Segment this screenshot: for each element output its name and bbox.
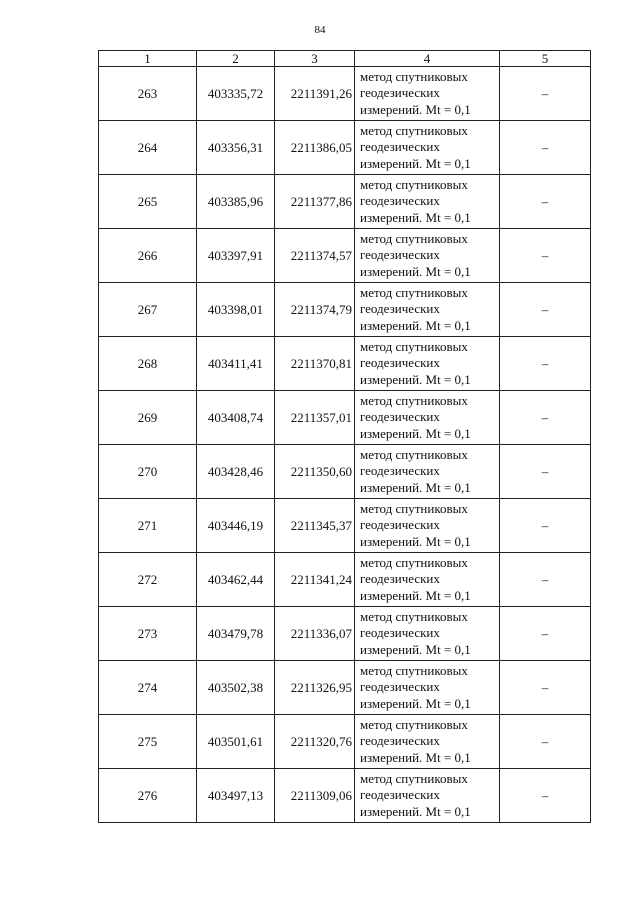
method-cell bbox=[355, 445, 500, 499]
method-line: метод спутниковых bbox=[360, 338, 468, 354]
table-row bbox=[99, 499, 591, 553]
coordinate-x-cell: 403385,96 bbox=[197, 175, 275, 229]
coordinate-x-cell: 403397,91 bbox=[197, 229, 275, 283]
method-line: метод спутниковых bbox=[360, 68, 468, 84]
table-row bbox=[99, 607, 591, 661]
method-line: геодезических bbox=[360, 193, 440, 209]
note-cell: – bbox=[500, 337, 591, 391]
column-header-5: 5 bbox=[500, 51, 591, 67]
coordinates-table bbox=[98, 50, 591, 823]
method-line: метод спутниковых bbox=[360, 554, 468, 570]
coordinate-x-cell: 403446,19 bbox=[197, 499, 275, 553]
method-line: метод спутниковых bbox=[360, 176, 468, 192]
table-row bbox=[99, 445, 591, 499]
method-cell bbox=[355, 67, 500, 121]
table-row bbox=[99, 715, 591, 769]
point-number-cell: 275 bbox=[99, 715, 197, 769]
method-line: метод спутниковых bbox=[360, 716, 468, 732]
coordinate-y-cell: 2211341,24 bbox=[275, 553, 355, 607]
column-header-3: 3 bbox=[275, 51, 355, 67]
method-line: метод спутниковых bbox=[360, 230, 468, 246]
table-row bbox=[99, 553, 591, 607]
method-line: геодезических bbox=[360, 463, 440, 479]
method-cell bbox=[355, 661, 500, 715]
coordinate-x-cell: 403502,38 bbox=[197, 661, 275, 715]
method-line: измерений. Mt = 0,1 bbox=[360, 695, 471, 711]
page-number: 84 bbox=[314, 24, 326, 36]
method-cell bbox=[355, 121, 500, 175]
table-row bbox=[99, 67, 591, 121]
table-row bbox=[99, 391, 591, 445]
method-line: измерений. Mt = 0,1 bbox=[360, 263, 471, 279]
table-row bbox=[99, 175, 591, 229]
coordinate-x-cell: 403411,41 bbox=[197, 337, 275, 391]
method-line: метод спутниковых bbox=[360, 122, 468, 138]
note-cell: – bbox=[500, 661, 591, 715]
method-cell bbox=[355, 499, 500, 553]
method-line: измерений. Mt = 0,1 bbox=[360, 587, 471, 603]
method-line: метод спутниковых bbox=[360, 770, 468, 786]
point-number-cell: 272 bbox=[99, 553, 197, 607]
note-cell: – bbox=[500, 445, 591, 499]
method-line: метод спутниковых bbox=[360, 608, 468, 624]
note-cell: – bbox=[500, 283, 591, 337]
method-line: геодезических bbox=[360, 301, 440, 317]
coordinate-x-cell: 403462,44 bbox=[197, 553, 275, 607]
method-line: измерений. Mt = 0,1 bbox=[360, 641, 471, 657]
method-line: измерений. Mt = 0,1 bbox=[360, 533, 471, 549]
method-line: геодезических bbox=[360, 85, 440, 101]
coordinate-y-cell: 2211377,86 bbox=[275, 175, 355, 229]
method-cell bbox=[355, 175, 500, 229]
column-header-2: 2 bbox=[197, 51, 275, 67]
point-number-cell: 263 bbox=[99, 67, 197, 121]
method-line: геодезических bbox=[360, 625, 440, 641]
coordinate-y-cell: 2211386,05 bbox=[275, 121, 355, 175]
point-number-cell: 276 bbox=[99, 769, 197, 823]
coordinate-y-cell: 2211336,07 bbox=[275, 607, 355, 661]
point-number-cell: 273 bbox=[99, 607, 197, 661]
point-number-cell: 274 bbox=[99, 661, 197, 715]
table-row bbox=[99, 661, 591, 715]
point-number-cell: 270 bbox=[99, 445, 197, 499]
coordinate-x-cell: 403408,74 bbox=[197, 391, 275, 445]
point-number-cell: 266 bbox=[99, 229, 197, 283]
method-cell bbox=[355, 391, 500, 445]
coordinate-x-cell: 403497,13 bbox=[197, 769, 275, 823]
coordinate-y-cell: 2211370,81 bbox=[275, 337, 355, 391]
coordinate-y-cell: 2211357,01 bbox=[275, 391, 355, 445]
method-line: геодезических bbox=[360, 139, 440, 155]
method-line: геодезических bbox=[360, 571, 440, 587]
column-header-1: 1 bbox=[99, 51, 197, 67]
coordinate-y-cell: 2211320,76 bbox=[275, 715, 355, 769]
method-cell bbox=[355, 283, 500, 337]
coordinate-x-cell: 403398,01 bbox=[197, 283, 275, 337]
method-cell bbox=[355, 607, 500, 661]
method-line: геодезических bbox=[360, 733, 440, 749]
method-line: измерений. Mt = 0,1 bbox=[360, 155, 471, 171]
method-cell bbox=[355, 553, 500, 607]
method-line: геодезических bbox=[360, 679, 440, 695]
method-line: измерений. Mt = 0,1 bbox=[360, 317, 471, 333]
note-cell: – bbox=[500, 715, 591, 769]
table-row bbox=[99, 283, 591, 337]
method-line: геодезических bbox=[360, 247, 440, 263]
coordinate-x-cell: 403479,78 bbox=[197, 607, 275, 661]
method-line: геодезических bbox=[360, 787, 440, 803]
coordinate-y-cell: 2211391,26 bbox=[275, 67, 355, 121]
column-header-4: 4 bbox=[355, 51, 500, 67]
method-cell bbox=[355, 229, 500, 283]
point-number-cell: 268 bbox=[99, 337, 197, 391]
method-cell bbox=[355, 337, 500, 391]
note-cell: – bbox=[500, 229, 591, 283]
method-line: измерений. Mt = 0,1 bbox=[360, 371, 471, 387]
method-line: измерений. Mt = 0,1 bbox=[360, 425, 471, 441]
method-cell bbox=[355, 769, 500, 823]
note-cell: – bbox=[500, 391, 591, 445]
method-line: измерений. Mt = 0,1 bbox=[360, 749, 471, 765]
point-number-cell: 271 bbox=[99, 499, 197, 553]
note-cell: – bbox=[500, 553, 591, 607]
method-line: метод спутниковых bbox=[360, 662, 468, 678]
note-cell: – bbox=[500, 67, 591, 121]
coordinate-y-cell: 2211374,57 bbox=[275, 229, 355, 283]
method-line: измерений. Mt = 0,1 bbox=[360, 479, 471, 495]
coordinate-y-cell: 2211350,60 bbox=[275, 445, 355, 499]
table-row bbox=[99, 121, 591, 175]
table-header bbox=[99, 51, 591, 67]
table-row bbox=[99, 229, 591, 283]
header-row bbox=[99, 51, 591, 67]
coordinate-x-cell: 403356,31 bbox=[197, 121, 275, 175]
point-number-cell: 267 bbox=[99, 283, 197, 337]
coordinate-y-cell: 2211374,79 bbox=[275, 283, 355, 337]
coordinate-y-cell: 2211309,06 bbox=[275, 769, 355, 823]
method-cell bbox=[355, 715, 500, 769]
coordinate-y-cell: 2211326,95 bbox=[275, 661, 355, 715]
table-row bbox=[99, 337, 591, 391]
coordinate-x-cell: 403501,61 bbox=[197, 715, 275, 769]
point-number-cell: 269 bbox=[99, 391, 197, 445]
method-line: геодезических bbox=[360, 355, 440, 371]
table-row bbox=[99, 769, 591, 823]
coordinate-x-cell: 403428,46 bbox=[197, 445, 275, 499]
method-line: метод спутниковых bbox=[360, 392, 468, 408]
method-line: измерений. Mt = 0,1 bbox=[360, 803, 471, 819]
method-line: метод спутниковых bbox=[360, 446, 468, 462]
table-body bbox=[99, 67, 591, 823]
point-number-cell: 265 bbox=[99, 175, 197, 229]
method-line: геодезических bbox=[360, 409, 440, 425]
coordinate-x-cell: 403335,72 bbox=[197, 67, 275, 121]
method-line: метод спутниковых bbox=[360, 500, 468, 516]
coordinate-y-cell: 2211345,37 bbox=[275, 499, 355, 553]
note-cell: – bbox=[500, 175, 591, 229]
note-cell: – bbox=[500, 607, 591, 661]
note-cell: – bbox=[500, 769, 591, 823]
point-number-cell: 264 bbox=[99, 121, 197, 175]
method-line: метод спутниковых bbox=[360, 284, 468, 300]
note-cell: – bbox=[500, 499, 591, 553]
method-line: измерений. Mt = 0,1 bbox=[360, 101, 471, 117]
note-cell: – bbox=[500, 121, 591, 175]
method-line: геодезических bbox=[360, 517, 440, 533]
method-line: измерений. Mt = 0,1 bbox=[360, 209, 471, 225]
